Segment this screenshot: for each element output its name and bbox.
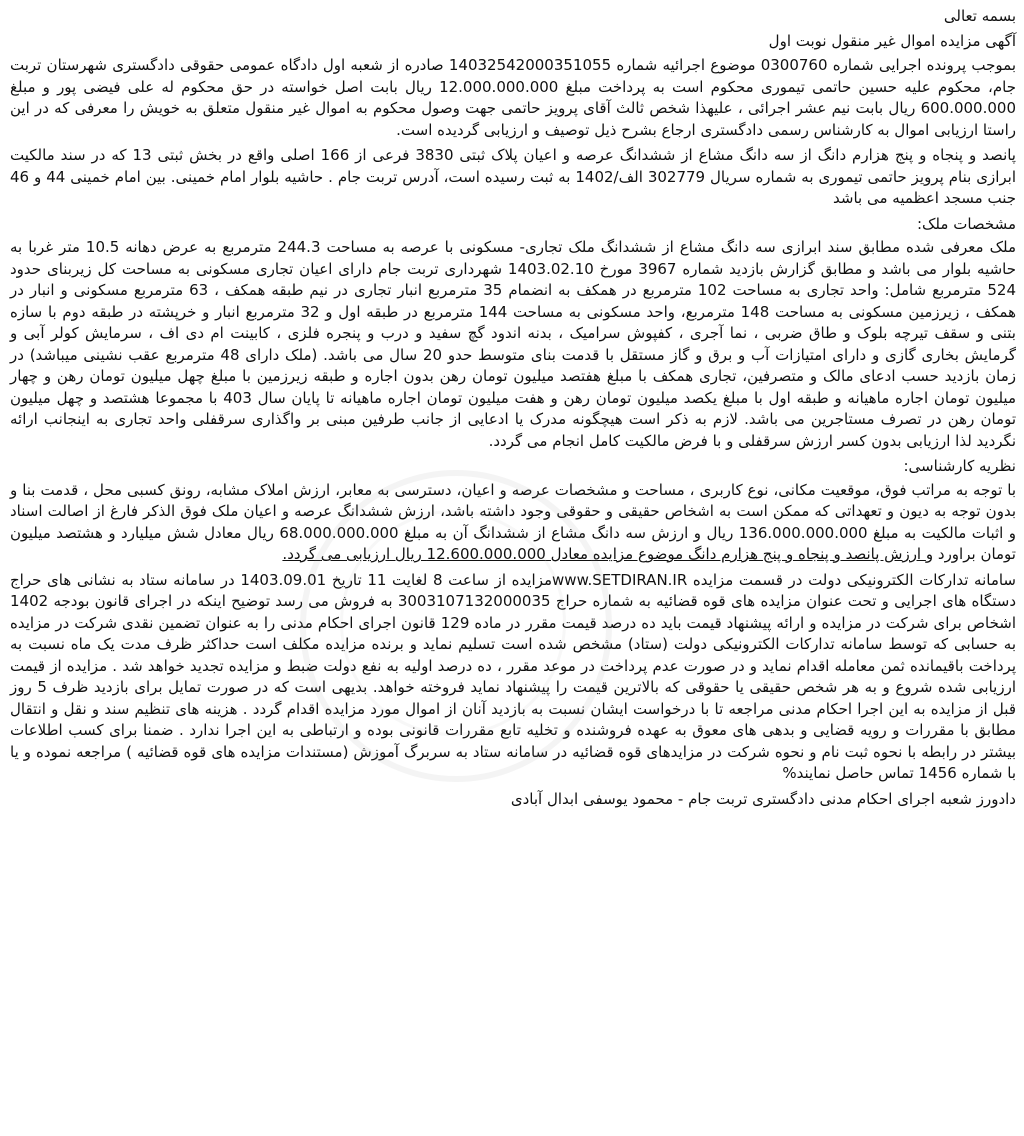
specs-paragraph: ملک معرفی شده مطابق سند ابرازی سه دانگ مشاع از ششدانگ ملک تجاری- مسکونی با عرصه به مساحت 244.3 مترمربع به عرض دهانه 10.5 متر غربا به حاشیه بلوار می باشد و مطابق گزارش بازدید شماره 3967 مورخ 1403.02.10 شهرداری تربت جام دارای اعیان تجاری مسکونی به مساحت کل زیربنای حدود 524 مترمربع شامل: واحد تجاری به مساحت 102 مترمربع در همکف به انضمام 35 مترمربع انبار تجاری در نیم طبقه همکف ، 63 مترمربع مسکونی و انبار در همکف ، زیرزمین مسکونی به مساحت 148 مترمربع، واحد مسکونی به مساحت 144 مترمربع در طبقه اول و 32 مترمربع انبار و خرپشته در طبقه دوم با سازه بتنی و سقف تیرچه بلوک و طاق ضربی ، نما آجری ، کفپوش سرامیک ، بدنه اندود گچ سفید و درب و پنجره فلزی ، کابینت ام دی اف ، سرمایش کولر آبی و گرمایش بخاری گازی و دارای امتیازات آب و برق و گاز مستقل با قدمت بنای متوسط حدو 20 سال می باشد. (ملک دارای 48 مترمربع عقب نشینی میباشد) در زمان بازدید حسب ادعای مالک و متصرفین، تجاری همکف با مبلغ هفتصد میلیون تومان رهن بدون اجاره و طبقه زیرزمین با مبلغ چهل میلیون تومان رهن و چهار میلیون تومان اجاره ماهیانه و طبقه اول با مبلغ یکصد میلیون تومان رهن و هفت میلیون تومان اجاره ماهیانه تا پایان سال 403 با مجموعا هشتصد و چهل میلیون تومان رهن در تصرف مستاجرین می باشد. لازم به ذکر است هیچگونه مدرک یا ادعایی از جانب طرفین مبنی بر واگذاری سرقفلی واحد تجاری به اینجانب ارائه نگردید لذا ارزیابی بدون کسر ارزش سرقفلی و با فرض مالکیت کامل انجام می گردد. [10,238,1017,450]
opinion-heading: نظریه کارشناسی: [903,457,1016,475]
notice-title: آگهی مزایده اموال غیر منقول نوبت اول [768,31,1016,50]
opinion-text: با توجه به مراتب فوق، موقعیت مکانی، نوع کاربری ، مساحت و مشخصات عرصه و اعیان، دسترسی به معابر، ارزش املاک مشابه، رونق کسبی محل ، قدمت بنا و بدون توجه به دیون و تعهداتی که ممکن است به اشخاص حقیقی و حقوقی وجود داشته باشد، ارزش ششدانگ عرصه و اعیان ملک فوق الذکر فارغ از اصالت اسناد و اثبات مالکیت به مبلغ 136.000.000.000 ریال و ارزش سه دانگ مشاع از ششدانگ آن به مبلغ 68.000.000.000 ریال معادل شش میلیارد و هشتصد میلیون تومان براورد و [10,480,1016,563]
intro-paragraph: بموجب پرونده اجرایی شماره 0300760 موضوع اجرائیه شماره 14032542000351055 صادره از شعبه اول دادگاه عمومی حقوقی دادگستری شهرستان تربت جام، محکوم علیه حسین حاتمی تیموری محکوم است به پرداخت مبلغ 12.000.000.000 ریال بابت اصل خواسته در حق محکوم له علی فیضی پور و مبلغ 600.000.000 ریال بابت نیم عشر اجرائی ، علیهذا شخص ثالث آقای پرویز حاتمی جهت وصول محکوم به اموال غیر منقول متعلق به خویش را معرفی که در این راستا ارزیابی اموال به کارشناس رسمی دادگستری ارجاع بشرح ذیل توصیف و ارزیابی گردیده است. [10,56,1016,139]
specs-heading: مشخصات ملک: [916,214,1016,233]
auction-paragraph: سامانه تدارکات الکترونیکی دولت در قسمت مزایده www.SETDIRAN.IRمزایده از ساعت 8 لغایت 11 تاریخ 1403.09.01 در سامانه ستاد به نشانی های حراج دستگاه های اجرایی و تحت عنوان مزایده های قوه قضائیه به شماره حراج 3003107132000035 به فروش می رسد توضیح اینکه در اجرای قانون بودجه 1402 اشخاص برای شرکت در مزایده و ارائه پیشنهاد قیمت باید ده درصد قیمت مقرر در ماده 129 قانون اجرای احکام مدنی را به عنوان تضمین نقدی شرکت در مزایده به حسابی که توسط سامانه تدارکات الکترونیکی دولت (ستاد) مشخص شده است تسلیم نماید و برنده مزایده مکلف است حداکثر ظرف مدت یک ماه نسبت به پرداخت باقیمانده ثمن معامله اقدام نماید و در صورت عدم پرداخت در موعد مقرر ، ده درصد اولیه به نفع دولت ضبط و مزایده تجدید خواهد شد . مزایده از قیمت ارزیابی شده شروع و به هر شخص حقیقی یا حقوقی که بالاترین قیمت را پیشنهاد نماید فروخته خواهد. بدیهی است که در صورت تمایل برای بازدید ظرف 5 روز قبل از مزایده به این اجرا احکام مدنی مراجعه تا با درخواست ایشان نسبت به بازدید آنان از اموال مورد مزایده اقدام گردد . هزینه های تنظیم سند و نقل و انتقال مطابق با مقررات و رویه قضایی و بدهی های معوق به عهده فروشنده و تخلیه تابع مقررات قانونی بوده و ارتباطی به این اجرا ندارد . ضمنا برای کسب اطلاعات بیشتر در رابطه با نحوه ثبت نام و نحوه شرکت در مزایدهای قوه قضائیه در سامانه ستاد به سربرگ آموزش (مستندات مزایده های قوه قضائیه ) مراجعه نموده و یا با شماره 1456 تماس حاصل نمایند% [10,570,1017,782]
opinion-paragraph [10,480,1016,566]
signature-line: دادورز شعبه اجرای احکام مدنی دادگستری تربت جام - محمود یوسفی ابدال آبادی [510,789,1016,808]
opinion-underlined-value: ارزش پانصد و پنجاه و پنج هزارم دانگ موضوع مزایده معادل 12.600.000.000 ریال ارزیابی می گردد. [282,545,926,563]
property-description-paragraph: پانصد و پنجاه و پنج هزارم دانگ از سه دانگ مشاع از ششدانگ عرصه و اعیان پلاک ثبتی 3830 فرعی از 166 اصلی واقع در بخش ثبتی 13 که در سند مالکیت ابرازی بنام پرویز حاتمی تیموری به شماره سریال 302779 الف/1402 به ثبت رسیده است، آدرس تربت جام . حاشیه بلوار امام خمینی. بین امام خمینی 44 و 46 جنب مسجد اعظمیه می باشد [10,146,1016,207]
basmala: بسمه تعالی [943,7,1016,25]
